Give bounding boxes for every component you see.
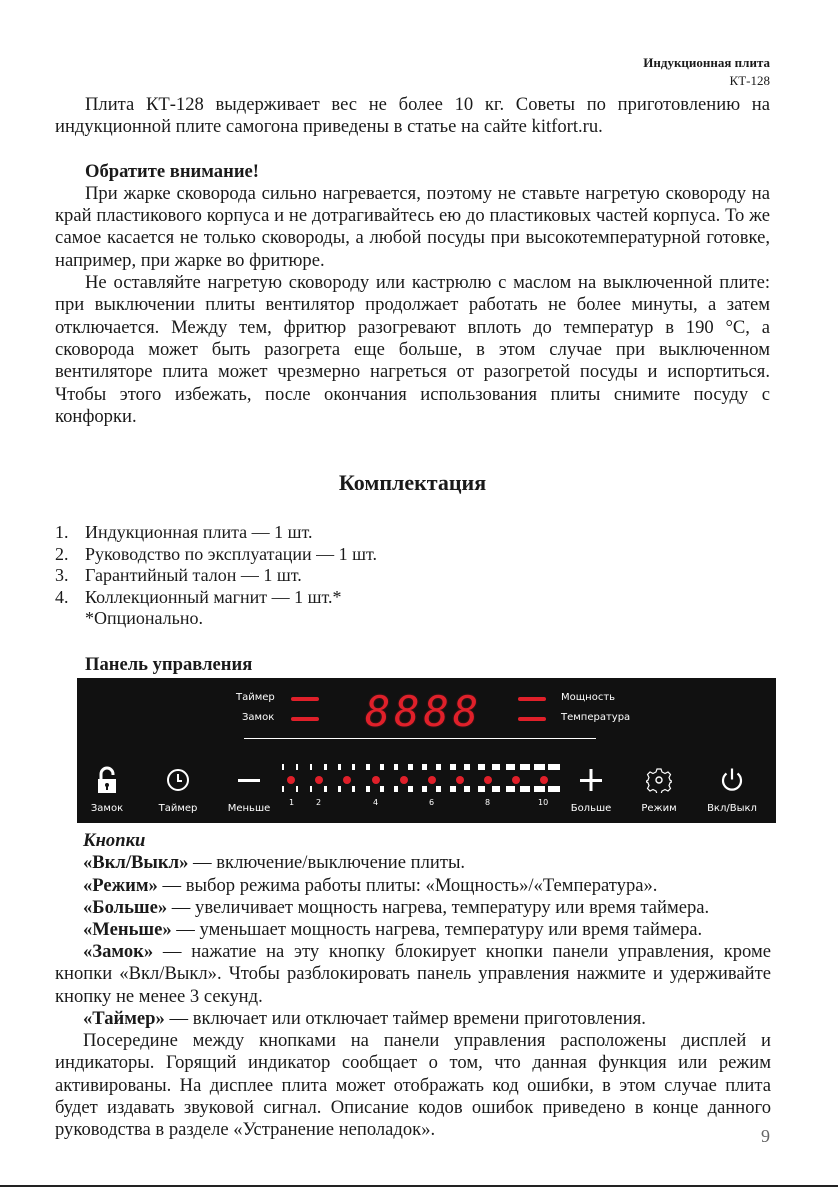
control-panel-title: Панель управления xyxy=(85,653,253,675)
panel-divider xyxy=(244,738,596,739)
button-desc: «Больше» — увеличивает мощность нагрева, температуру или время таймера. xyxy=(83,896,710,918)
kit-list xyxy=(55,522,770,608)
buttons-section-title: Кнопки xyxy=(83,830,146,851)
less-button[interactable] xyxy=(217,764,281,816)
button-desc: «Замок» — нажатие на эту кнопку блокирует кнопки панели управления, кроме кнопки «Вкл/Выкл». Чтобы разблокировать панель управления нажмите и удерживайте кнопку не менее 3 секунд. xyxy=(55,941,771,1007)
mode-button-label: Режим xyxy=(641,803,677,814)
plus-icon xyxy=(559,764,623,796)
kit-item: 2. Руководство по эксплуатации — 1 шт. xyxy=(55,543,377,564)
mode-button[interactable] xyxy=(627,764,691,816)
indicator-label-power: Мощность xyxy=(561,692,616,703)
header-title: Индукционная плита xyxy=(643,55,770,70)
level-led xyxy=(372,776,380,784)
more-button-label: Больше xyxy=(570,803,612,814)
level-led xyxy=(287,776,295,784)
notice-paragraph-1: При жарке сковорода сильно нагревается, поэтому не ставьте нагретую сковороду на край пластикового корпуса и не дотрагивайтесь ею до пластиковых частей корпуса. То же самое касается не только сковороды, а любой посуды при высокотемпературной готовке, например, при жарке во фритюре. xyxy=(55,182,770,271)
level-led xyxy=(512,776,520,784)
section-title-kit: Комплектация xyxy=(338,470,487,496)
scale-label: 8 xyxy=(485,798,491,807)
less-button-label: Меньше xyxy=(227,803,271,814)
indicator-timer-led xyxy=(291,697,319,701)
timer-button[interactable] xyxy=(146,764,210,816)
scale-label: 2 xyxy=(316,798,322,807)
lock-button-label: Замок xyxy=(90,803,124,814)
indicator-label-lock: Замок xyxy=(242,712,275,723)
button-desc: «Меньше» — уменьшает мощность нагрева, температуру или время таймера. xyxy=(83,919,703,941)
indicator-temperature-led xyxy=(518,717,546,721)
kit-item: 3. Гарантийный талон — 1 шт. xyxy=(55,565,302,586)
seven-segment-display: 8888 xyxy=(365,687,483,736)
level-led xyxy=(343,776,351,784)
scale-label: 4 xyxy=(373,798,379,807)
page-number: 9 xyxy=(761,1126,770,1146)
kit-item: 1. Индукционная плита — 1 шт. xyxy=(55,522,313,543)
level-led xyxy=(315,776,323,784)
button-desc: «Таймер» — включает или отключает таймер времени приготовления. xyxy=(83,1007,646,1029)
kit-item: 4. Коллекционный магнит — 1 шт.* xyxy=(55,586,342,607)
header-model: КТ-128 xyxy=(729,73,770,88)
scale-label: 6 xyxy=(429,798,435,807)
buttons-description xyxy=(83,830,771,941)
running-header xyxy=(643,54,770,90)
indicator-power-led xyxy=(518,697,546,701)
button-desc: «Вкл/Выкл» — включение/выключение плиты. xyxy=(83,852,466,874)
intro-paragraph: Плита КТ-128 выдерживает вес не более 10 кг. Советы по приготовлению на индукционной плите самогона приведены в статье на сайте kitfort.ru. xyxy=(55,94,770,138)
level-led xyxy=(400,776,408,784)
level-led xyxy=(456,776,464,784)
power-button[interactable] xyxy=(700,764,764,816)
bottom-rule xyxy=(0,1185,838,1187)
power-button-label: Вкл/Выкл xyxy=(707,803,757,814)
more-button[interactable] xyxy=(559,764,623,816)
scale-label: 1 xyxy=(289,798,295,807)
level-led xyxy=(540,776,548,784)
lock-open-icon xyxy=(75,764,139,796)
minus-icon xyxy=(217,764,281,796)
power-icon xyxy=(700,764,764,796)
gear-icon xyxy=(627,764,691,796)
control-panel-illustration xyxy=(77,678,776,823)
kit-note: *Опционально. xyxy=(85,608,204,629)
timer-button-label: Таймер xyxy=(158,803,198,814)
indicator-label-temperature: Температура xyxy=(561,712,631,723)
level-led xyxy=(484,776,492,784)
power-level-scale[interactable] xyxy=(282,764,564,810)
button-desc: «Режим» — выбор режима работы плиты: «Мощность»/«Температура». xyxy=(83,874,658,896)
notice-paragraph-2: Не оставляйте нагретую сковороду или кастрюлю с маслом на выключенной плите: при выключении плиты вентилятор продолжает работать не более минуты, а затем отключается. Между тем, фритюр разогревают вплоть до температур в 190 °С, а сковорода может быть разогрета еще больше, в этом случае при выключенном вентиляторе плита может чрезмерно нагреться от разогретой посуды и испортиться. Чтобы этого избежать, после окончания использования плиты снимите посуду с конфорки. xyxy=(55,272,770,427)
indicator-label-timer: Таймер xyxy=(236,692,275,703)
level-led xyxy=(428,776,436,784)
buttons-description-continued xyxy=(55,941,771,1142)
lock-button[interactable] xyxy=(75,764,139,816)
clock-icon xyxy=(146,764,210,796)
scale-label: 10 xyxy=(538,798,549,807)
closing-paragraph: Посередине между кнопками на панели управления расположены дисплей и индикаторы. Горящий индикатор сообщает о том, что данная функция или режим активированы. На дисплее плита может отображать код ошибки, в этом случае плита будет издавать звуковой сигнал. Описание кодов ошибок приведено в конце данного руководства в разделе «Устранение неполадок». xyxy=(55,1030,771,1141)
notice-title: Обратите внимание! xyxy=(85,160,259,182)
indicator-lock-led xyxy=(291,717,319,721)
main-content xyxy=(55,94,770,676)
